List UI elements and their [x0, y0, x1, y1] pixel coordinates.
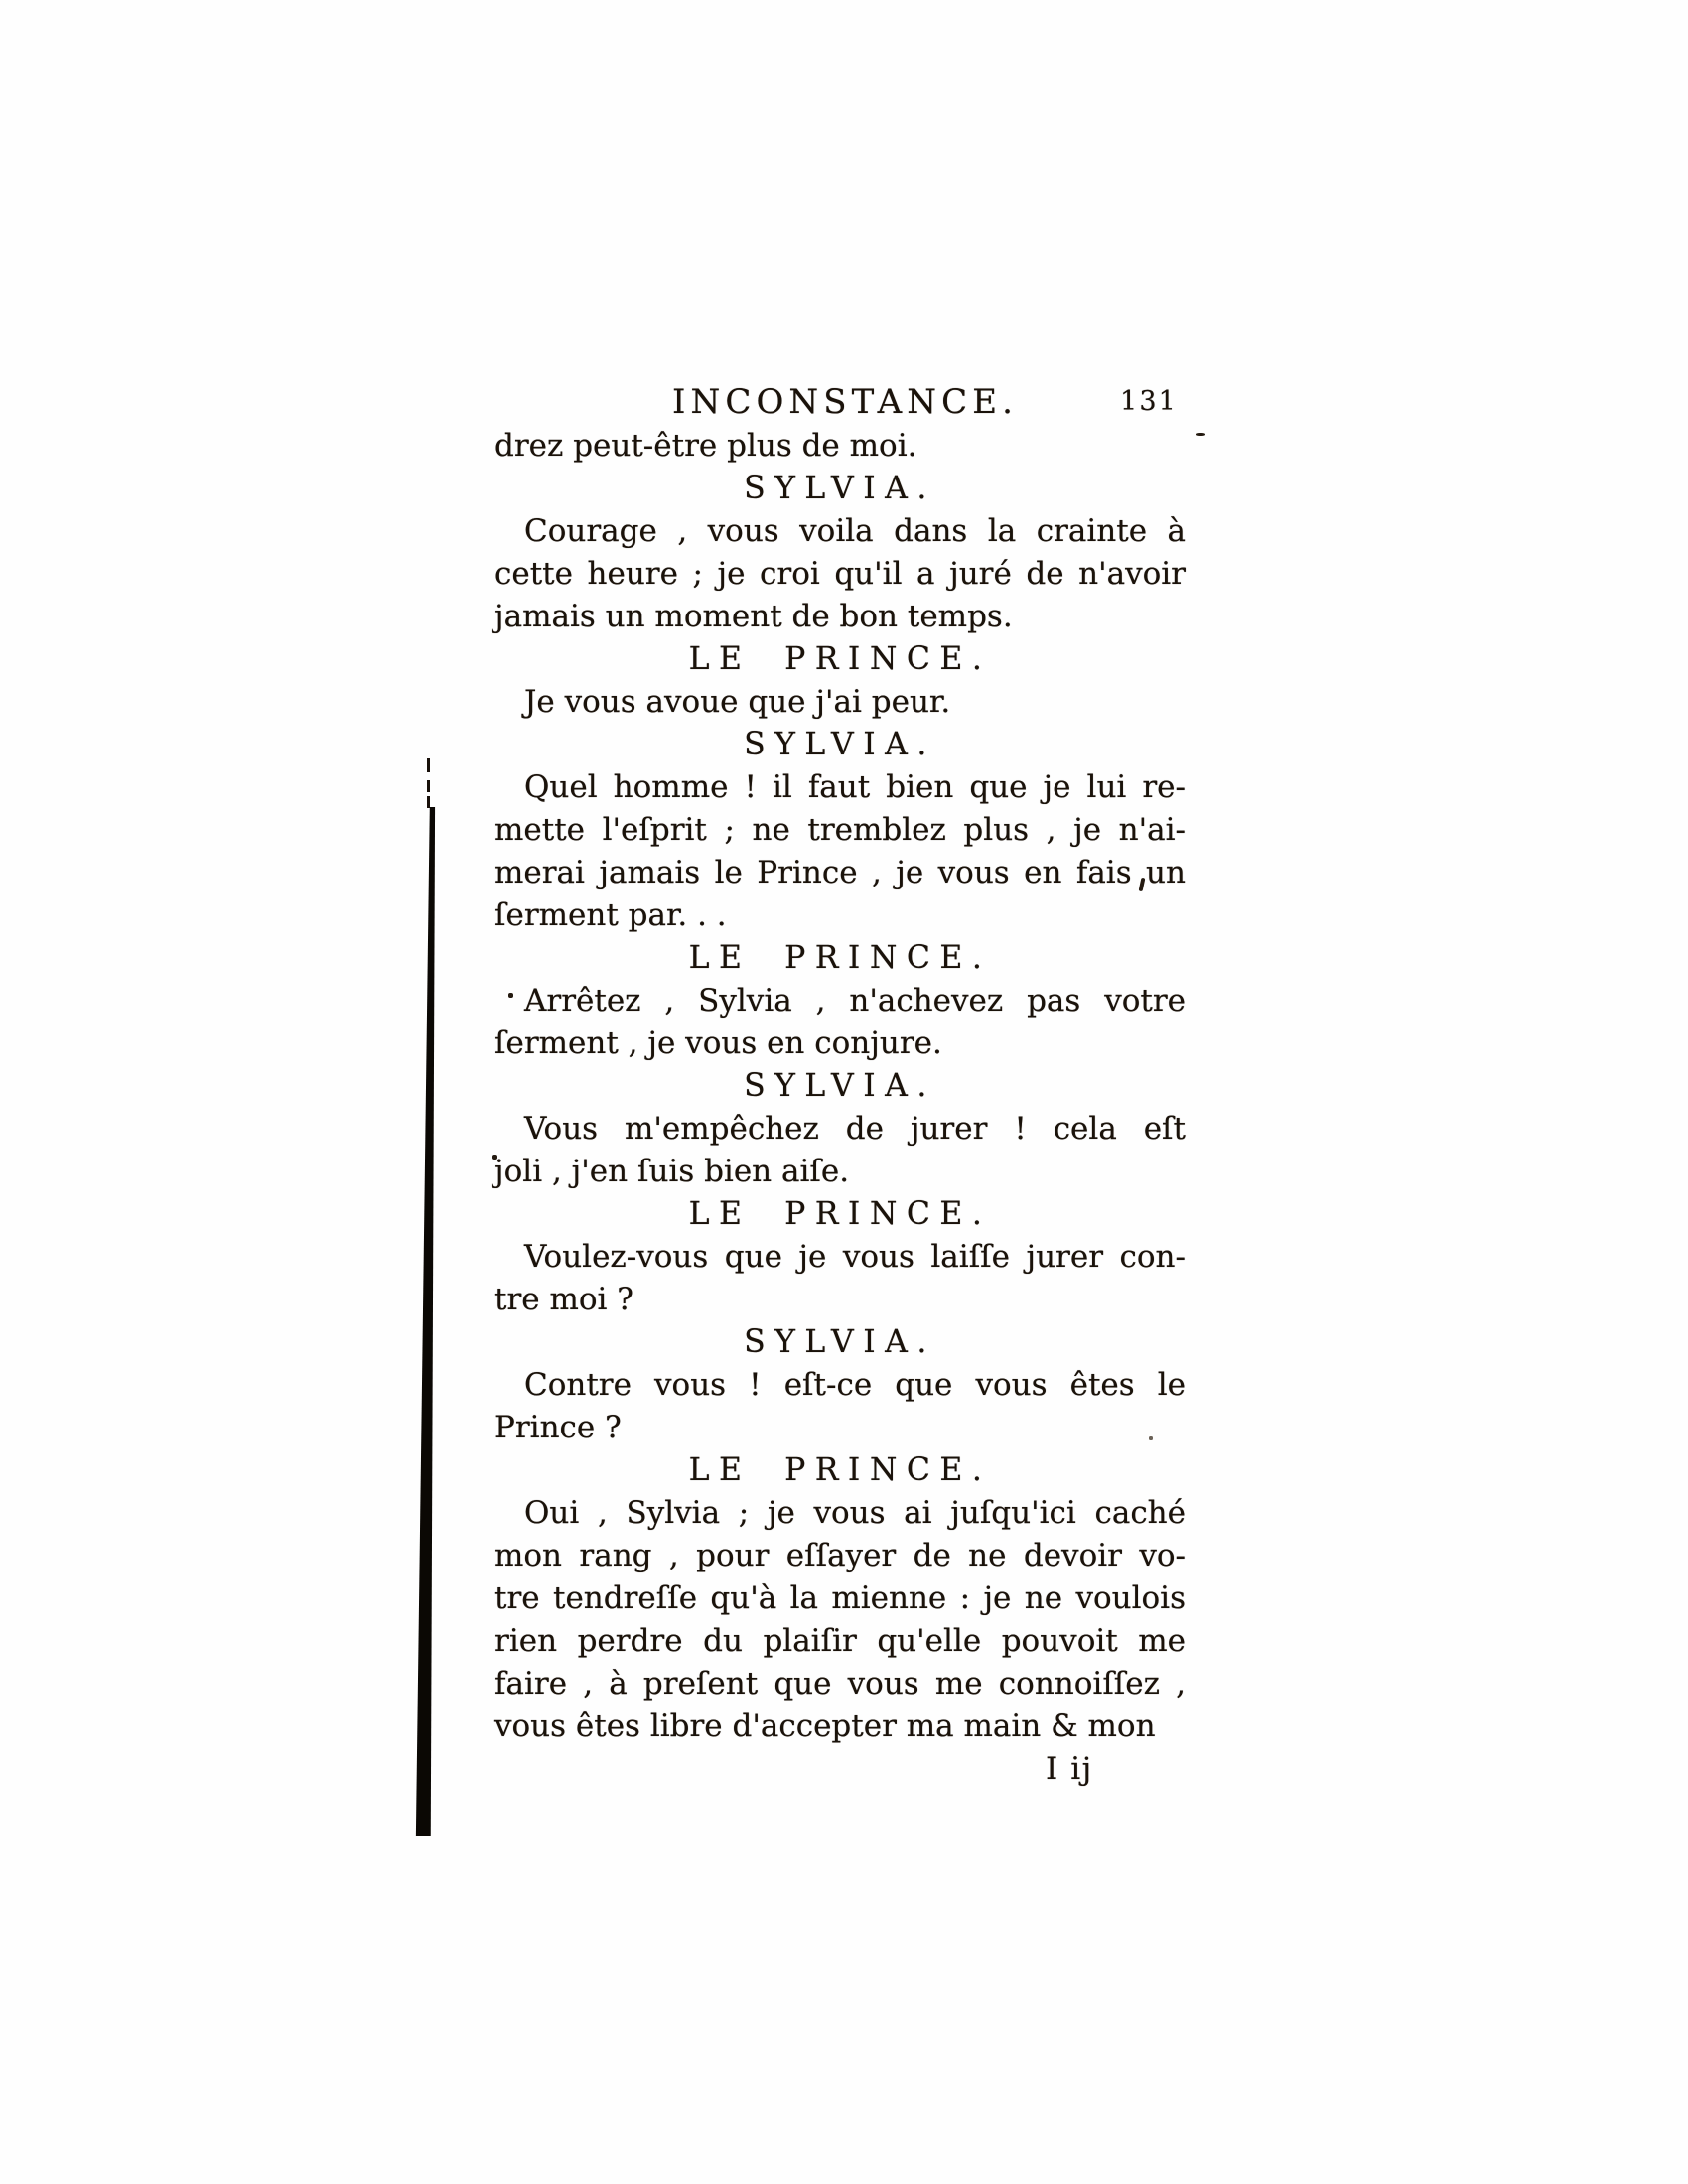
speaker-heading: LE PRINCE.: [688, 1196, 992, 1232]
text-line: Vous m'empêchez de jurer ! cela eſt: [524, 1111, 1186, 1147]
speaker-heading: SYLVIA.: [744, 727, 936, 762]
text-line: Voulez-vous que je vous laiſſe jurer con-: [524, 1239, 1186, 1275]
running-head: [494, 379, 1186, 425]
text-line: drez peut-être plus de moi.: [494, 428, 917, 464]
speaker-heading: SYLVIA.: [744, 1324, 936, 1360]
text-line: ſerment par. . .: [494, 897, 727, 933]
text-line: rien perdre du plaiſir qu'elle pouvoit me: [494, 1623, 1186, 1659]
speaker-heading: LE PRINCE.: [688, 940, 992, 976]
text-line: Quel homme ! il faut bien que je lui re-: [524, 769, 1186, 805]
page-number: 131: [1119, 386, 1178, 417]
speaker-heading: LE PRINCE.: [688, 641, 992, 677]
text-block: [494, 379, 1186, 1791]
text-line: Courage , vous voila dans la crainte à: [524, 513, 1186, 549]
margin-dashed-line: [427, 758, 430, 808]
text-line: joli , j'en ſuis bien aiſe.: [494, 1154, 850, 1189]
text-line: Oui , Sylvia ; je vous ai juſqu'ici caché: [524, 1495, 1186, 1531]
text-line: mon rang , pour eſſayer de ne devoir vo-: [494, 1538, 1186, 1573]
text-line: ſerment , je vous en conjure.: [494, 1025, 942, 1061]
running-title: INCONSTANCE.: [671, 382, 1019, 422]
text-line: tre tendreſſe qu'à la mienne : je ne voulois: [494, 1580, 1186, 1616]
text-line: cette heure ; je croi qu'il a juré de n'avoir: [494, 556, 1186, 592]
speaker-heading: LE PRINCE.: [688, 1452, 992, 1488]
text-line: Je vous avoue que j'ai peur.: [524, 684, 951, 720]
margin-ink-bar: [413, 807, 437, 1836]
text-line: merai jamais le Prince , je vous en fais un: [494, 855, 1186, 890]
speaker-heading: SYLVIA.: [744, 471, 936, 506]
text-line: mette l'eſprit ; ne tremblez plus , je n'ai-: [494, 812, 1186, 848]
text-lines: [494, 425, 1186, 1748]
speaker-heading: SYLVIA.: [744, 1068, 936, 1104]
text-line: jamais un moment de bon temps.: [494, 599, 1013, 634]
text-line: Prince ?: [494, 1410, 622, 1445]
text-line: tre moi ?: [494, 1282, 633, 1317]
signature-mark: I ij: [1046, 1751, 1093, 1787]
ink-speck: [1196, 433, 1205, 436]
text-line: faire , à preſent que vous me connoiſſez ,: [494, 1666, 1186, 1702]
text-line: vous êtes libre d'accepter ma main & mon: [494, 1708, 1156, 1744]
text-line: Arrêtez , Sylvia , n'achevez pas votre: [524, 983, 1186, 1019]
text-line: Contre vous ! eſt-ce que vous êtes le: [524, 1367, 1186, 1403]
